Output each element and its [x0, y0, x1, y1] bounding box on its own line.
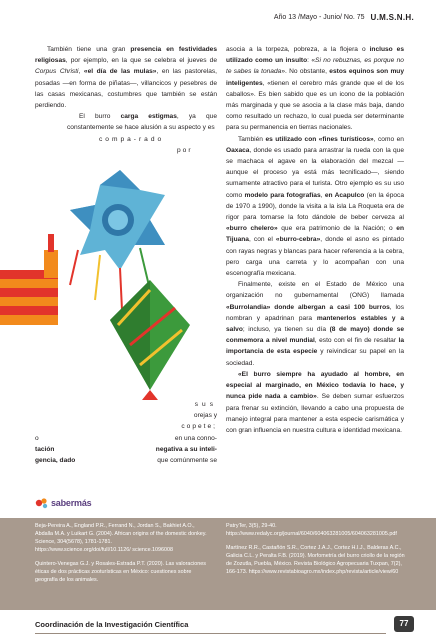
issue-label: Año 13 /Mayo - Junio/ No. 75	[273, 13, 365, 21]
page-footer	[0, 612, 436, 640]
right-paragraph-1: asocia a la torpeza, pobreza, a la flojera o incluso es utilizado como un insulto: «Si no rebuznas, es porque no te sabes la tonada». No obstante, estos equinos son muy inteligentes, «tienen el cerebro más grande que el de los caballos». Es bien sabido que es un icono de la población más marginada y que se asocia a la clase más baja, dando como resultado un rechazo, lo cual pueda ser determinante para su permanencia en tierras nacionales.	[226, 46, 404, 132]
page-number: 77	[394, 616, 414, 632]
right-column	[226, 44, 404, 436]
sabermas-logo-icon	[35, 497, 49, 509]
left-compa-rado: compa-rado	[99, 135, 165, 143]
page-header	[274, 10, 414, 24]
reference-item: Quintero-Venegas G.J. y Rosales-Estrada P.T. (2020). Las valoraciones éticas de dos prácticas zooturísticas en México: cuestiones sobre geografía de los animales.	[35, 561, 206, 583]
lower-line-1: sus	[194, 401, 217, 408]
references-band	[0, 518, 436, 610]
footer-label: Coordinación de la Investigación Científica	[35, 620, 189, 629]
references-right	[226, 522, 406, 582]
left-column	[35, 44, 217, 156]
donkey-pinata-icon	[0, 234, 58, 325]
footer-divider	[35, 633, 386, 634]
left-lower-text	[35, 399, 217, 466]
left-paragraph-2: El burro carga estigmas, ya que constantemente se hace alusión a su aspecto y es	[67, 113, 218, 132]
reference-item: Martínez R.R., Castañón S.R., Cortez J.A.J., Cortez H.I.J., Balderas A.C., Galicia C.L. y Peralta F.B. (2019). Morfometría del burro criollo de la región de Zozutla, Puebla, México. Revista Biológico Agropecuaria Tuxpan, 7(2), 166-173. https://www.revistabioagro.mx/index.php/revista/article/view/60	[226, 545, 405, 575]
left-por: por	[177, 146, 193, 154]
right-paragraph-4: «El burro siempre ha ayudado al hombre, en especial al marginado, en México todavía lo hace, y nunca pide nada a cambio». Se deben sumar esfuerzos para frenar su extinción, llevando a cabo una propuesta de manejo integral para mantener a esta especie carismática y con gran influencia en nuestra cultura e identidad mexicana.	[226, 370, 405, 434]
reference-item: PatryTer, 3(5), 29-40. https://www.redalyc.org/journal/6040/604063281005/604063281005.pdf	[226, 523, 397, 537]
lower-line-3: copete;	[181, 423, 217, 431]
reference-item: Beja-Pereira A., England P.R., Ferrand N., Jordan S., Bakhiet A.O., Abdalla M.A. y Luikart G. (2004). African origins of the domestic donkey. Science, 304(5678), 1781-1781. https://www.science.org/doi/full/10.1126/ science.1096008	[35, 523, 207, 553]
lower-line-6: gencia, dado que comúnmente se	[35, 457, 217, 465]
right-paragraph-2: También es utilizado con «fines turísticos», como en Oaxaca, donde es usado para arrastrar la rueda con la que se machaca el agave en la elaboración del mezcal —aunque el proceso ya está más tecnificado—, siendo sumamente atractivo para el turista. Otro ejemplo es su uso como modelo para fotografías, en Acapulco (en la época de 1970 a 1990), donde la visita a la isla La Roqueta era de rigor para tomarse la foto dándole de beber cerveza al «burro chelero» que era patrimonio de la Nación; o en Tijuana, con el «burro-cebra», donde el asno es pintado con rayas negras y blancas para hacer referencia a la cebra, pero carga una carreta y lo acompañan con una escenografía mexicana.	[226, 135, 405, 278]
references-left	[35, 522, 207, 590]
lower-line-4: o en una conno-	[35, 434, 217, 442]
right-paragraph-3: Finalmente, existe en el Estado de México una organización no gubernamental (ONG) llamada «Burrolandia» donde albergan a casi 100 burros, los nombran y apadrinan para mantenerlos estables y a salvo; incluso, ya tienen su día (8 de mayo) donde se conmemora a nivel mundial, esto con el fin de resaltar la importancia de esta especie y reivindicar su papel en la sociedad.	[226, 281, 405, 367]
lower-line-2: orejas y	[193, 412, 217, 420]
sabermas-logo	[35, 497, 91, 509]
pinata-illustration	[0, 150, 220, 400]
left-paragraph-1: También tiene una gran presencia en festividades religiosas, por ejemplo, en la que se celebra el jueves de Corpus Christi, «el día de las mulas», en las pastorelas, posadas —en forma de piñatas—, villancicos y pesebres de las casas mexicanas, costumbres que también se están perdiendo.	[35, 46, 217, 110]
sabermas-logo-text: sabermás	[51, 498, 92, 508]
lower-line-5: tación negativa a su inteli-	[35, 445, 217, 453]
university-label: U.M.S.N.H.	[370, 12, 414, 22]
